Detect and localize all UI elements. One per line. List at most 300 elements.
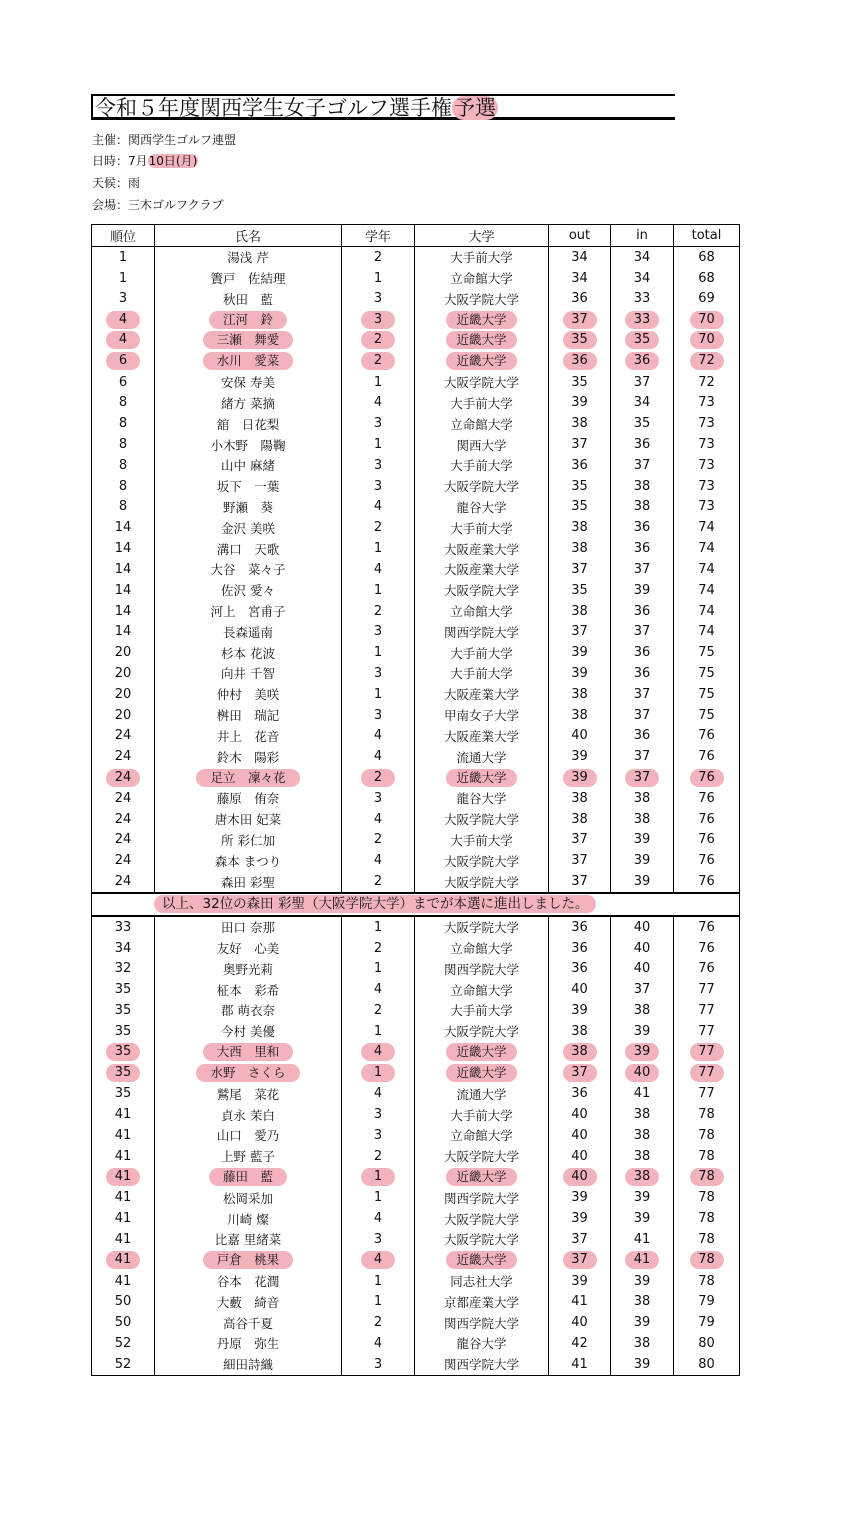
in-text: 33	[633, 291, 651, 307]
table-row	[92, 705, 740, 726]
out-cell	[549, 497, 611, 518]
name-text: 湯浅 芹	[227, 250, 269, 266]
name-text: 坂下 一葉	[216, 479, 280, 495]
total-text: 73	[698, 437, 715, 453]
rank-cell	[92, 372, 155, 393]
total-text: 78	[698, 1190, 715, 1206]
university-cell	[415, 1354, 549, 1375]
total-text: 74	[698, 561, 715, 577]
university-text: 大阪学院大学	[443, 1149, 519, 1165]
rank-text: 20	[114, 665, 132, 681]
grade-cell	[342, 559, 415, 580]
total-text: 76	[698, 749, 715, 765]
grade-text: 4	[373, 853, 383, 869]
out-text: 39	[571, 1211, 588, 1227]
name-cell	[155, 1291, 342, 1312]
rank-cell	[92, 268, 155, 289]
in-cell	[611, 705, 674, 726]
out-text: 36	[571, 1086, 588, 1102]
grade-cell	[342, 1104, 415, 1125]
total-text: 77	[698, 982, 715, 998]
name-cell	[155, 979, 342, 1000]
rank-cell	[92, 1354, 155, 1375]
table-row	[92, 517, 740, 538]
name-text: 小木野 陽鞠	[210, 437, 286, 453]
rank-text: 20	[114, 686, 132, 702]
university-text: 大阪学院大学	[443, 583, 519, 599]
name-cell	[155, 726, 342, 747]
name-cell	[155, 1021, 342, 1042]
university-text: 甲南女子大学	[443, 708, 519, 724]
grade-cell	[342, 288, 415, 309]
grade-cell	[342, 916, 415, 938]
table-row	[92, 1208, 740, 1229]
university-text: 流通大学	[456, 749, 507, 765]
total-cell	[674, 1333, 740, 1354]
university-cell	[415, 958, 549, 979]
university-text: 京都産業大学	[443, 1294, 519, 1310]
name-text: 仲村 美咲	[216, 687, 280, 703]
out-cell	[549, 746, 611, 767]
total-cell	[674, 621, 740, 642]
university-cell	[415, 455, 549, 476]
in-cell	[611, 1187, 674, 1208]
total-text: 76	[698, 940, 715, 956]
rank-cell	[92, 1229, 155, 1250]
out-cell	[549, 1229, 611, 1250]
in-cell	[611, 1146, 674, 1167]
grade-cell	[342, 621, 415, 642]
grade-cell	[342, 684, 415, 705]
total-cell	[674, 938, 740, 959]
grade-cell	[342, 1229, 415, 1250]
grade-cell	[342, 1333, 415, 1354]
in-cell	[611, 1021, 674, 1042]
in-cell	[611, 413, 674, 434]
name-text: 秋田 藍	[222, 291, 273, 307]
total-cell	[674, 1187, 740, 1208]
rank-cell	[92, 705, 155, 726]
table-row	[92, 979, 740, 1000]
total-cell	[674, 850, 740, 871]
out-text: 38	[571, 790, 588, 806]
total-text: 75	[698, 686, 715, 702]
rank-text: 24	[114, 728, 132, 744]
table-row	[92, 246, 740, 267]
name-cell	[155, 1104, 342, 1125]
grade-cell	[342, 268, 415, 289]
rank-text: 33	[114, 919, 132, 935]
rank-cell	[92, 1021, 155, 1042]
table-row	[92, 1312, 740, 1333]
rank-cell	[92, 788, 155, 809]
out-text: 39	[563, 769, 597, 787]
name-cell	[155, 330, 342, 351]
grade-cell	[342, 809, 415, 830]
rank-text: 41	[106, 1251, 140, 1269]
in-cell	[611, 916, 674, 938]
grade-text: 2	[373, 832, 383, 848]
rank-text: 35	[114, 1023, 132, 1039]
university-cell	[415, 497, 549, 518]
in-text: 37	[633, 707, 651, 723]
rank-cell	[92, 830, 155, 851]
table-row	[92, 830, 740, 851]
rank-text: 32	[114, 961, 132, 977]
in-cell	[611, 663, 674, 684]
university-text: 大手前大学	[450, 458, 513, 474]
results-body	[92, 246, 740, 1375]
out-cell	[549, 351, 611, 372]
university-cell	[415, 476, 549, 497]
name-text: 金沢 美咲	[221, 520, 275, 536]
table-row	[92, 455, 740, 476]
name-text: 川崎 燦	[227, 1211, 269, 1227]
total-text: 73	[698, 499, 715, 515]
out-cell	[549, 788, 611, 809]
in-cell	[611, 1063, 674, 1084]
in-text: 36	[633, 541, 651, 557]
table-row	[92, 1000, 740, 1021]
rank-text: 50	[114, 1294, 132, 1310]
total-cell	[674, 1354, 740, 1375]
total-text: 76	[698, 811, 715, 827]
rank-text: 41	[114, 1273, 132, 1289]
out-text: 37	[563, 311, 597, 329]
grade-text: 4	[373, 1086, 383, 1102]
out-text: 39	[571, 665, 588, 681]
university-cell	[415, 726, 549, 747]
in-text: 36	[625, 352, 659, 370]
grade-cell	[342, 788, 415, 809]
name-cell	[155, 850, 342, 871]
university-text: 大阪学院大学	[443, 1024, 519, 1040]
rank-text: 20	[114, 645, 132, 661]
in-text: 34	[633, 270, 651, 286]
out-text: 37	[571, 561, 588, 577]
grade-cell	[342, 601, 415, 622]
out-cell	[549, 288, 611, 309]
name-cell	[155, 1125, 342, 1146]
total-text: 78	[690, 1251, 724, 1269]
rank-text: 41	[114, 1127, 132, 1143]
total-cell	[674, 559, 740, 580]
name-text: 丹原 弥生	[216, 1336, 280, 1352]
in-cell	[611, 372, 674, 393]
grade-text: 1	[373, 1294, 383, 1310]
total-text: 74	[698, 541, 715, 557]
out-text: 38	[571, 603, 588, 619]
out-cell	[549, 1187, 611, 1208]
university-text: 関西学院大学	[443, 1190, 519, 1206]
university-text: 立命館大学	[450, 1128, 513, 1144]
out-cell	[549, 330, 611, 351]
table-row	[92, 1333, 740, 1354]
in-cell	[611, 958, 674, 979]
rank-text: 35	[114, 1086, 132, 1102]
out-cell	[549, 1291, 611, 1312]
grade-text: 4	[373, 1335, 383, 1351]
in-cell	[611, 455, 674, 476]
total-cell	[674, 916, 740, 938]
rank-text: 41	[114, 1107, 132, 1123]
name-text: 友好 心美	[216, 941, 280, 957]
rank-cell	[92, 309, 155, 330]
results-table	[91, 224, 740, 1376]
table-row	[92, 642, 740, 663]
grade-cell	[342, 1167, 415, 1188]
in-text: 36	[633, 520, 651, 536]
rank-cell	[92, 809, 155, 830]
rank-text: 20	[114, 707, 132, 723]
total-text: 73	[698, 416, 715, 432]
total-text: 76	[698, 874, 715, 890]
in-cell	[611, 1083, 674, 1104]
rank-cell	[92, 1104, 155, 1125]
grade-text: 4	[373, 982, 383, 998]
university-text: 大阪産業大学	[443, 541, 519, 557]
table-row	[92, 1271, 740, 1292]
university-cell	[415, 1229, 549, 1250]
total-text: 68	[698, 249, 715, 265]
total-cell	[674, 663, 740, 684]
university-text: 大阪学院大学	[443, 375, 519, 391]
table-row	[92, 372, 740, 393]
rank-cell	[92, 601, 155, 622]
total-text: 73	[698, 457, 715, 473]
in-text: 38	[633, 1294, 651, 1310]
out-cell	[549, 559, 611, 580]
table-row	[92, 268, 740, 289]
grade-cell	[342, 871, 415, 893]
university-text: 大阪学院大学	[443, 479, 519, 495]
rank-text: 41	[114, 1211, 132, 1227]
rank-text: 3	[118, 291, 128, 307]
out-text: 38	[571, 686, 588, 702]
university-cell	[415, 809, 549, 830]
grade-text: 3	[373, 416, 383, 432]
total-text: 78	[698, 1273, 715, 1289]
grade-cell	[342, 958, 415, 979]
total-cell	[674, 1312, 740, 1333]
out-cell	[549, 580, 611, 601]
total-text: 78	[698, 1127, 715, 1143]
rank-cell	[92, 1333, 155, 1354]
rank-text: 14	[114, 520, 132, 536]
university-cell	[415, 1208, 549, 1229]
name-cell	[155, 1312, 342, 1333]
grade-text: 2	[373, 1002, 383, 1018]
grade-text: 1	[361, 1168, 395, 1186]
grade-cell	[342, 372, 415, 393]
total-text: 70	[690, 311, 724, 329]
out-text: 35	[571, 582, 588, 598]
name-text: 足立 凜々花	[196, 769, 299, 787]
in-text: 39	[633, 1023, 651, 1039]
total-text: 77	[690, 1043, 724, 1061]
in-cell	[611, 809, 674, 830]
name-text: 今村 美優	[221, 1024, 275, 1040]
out-cell	[549, 1333, 611, 1354]
out-text: 38	[571, 811, 588, 827]
total-text: 70	[690, 331, 724, 349]
out-text: 38	[571, 520, 588, 536]
university-cell	[415, 1250, 549, 1271]
name-text: 高谷千夏	[222, 1315, 273, 1331]
grade-text: 4	[373, 395, 383, 411]
table-row	[92, 393, 740, 414]
rank-cell	[92, 979, 155, 1000]
out-text: 36	[571, 961, 588, 977]
in-text: 38	[633, 1335, 651, 1351]
rank-text: 52	[114, 1335, 132, 1351]
name-text: 藤原 侑奈	[216, 791, 280, 807]
total-text: 75	[698, 665, 715, 681]
university-text: 大手前大学	[450, 832, 513, 848]
out-text: 37	[571, 874, 588, 890]
grade-text: 3	[373, 1127, 383, 1143]
grade-text: 1	[373, 437, 383, 453]
total-cell	[674, 455, 740, 476]
grade-text: 1	[373, 919, 383, 935]
in-text: 37	[633, 982, 651, 998]
out-cell	[549, 309, 611, 330]
university-cell	[415, 580, 549, 601]
title-main: 令和５年度関西学生女子ゴルフ選手権	[95, 96, 452, 120]
university-cell	[415, 413, 549, 434]
rank-text: 1	[118, 270, 128, 286]
out-cell	[549, 621, 611, 642]
in-text: 38	[633, 811, 651, 827]
total-cell	[674, 1167, 740, 1188]
table-row	[92, 580, 740, 601]
in-cell	[611, 1208, 674, 1229]
total-cell	[674, 705, 740, 726]
total-text: 80	[698, 1335, 715, 1351]
in-text: 37	[633, 624, 651, 640]
in-cell	[611, 938, 674, 959]
in-text: 39	[633, 874, 651, 890]
rank-text: 14	[114, 561, 132, 577]
in-text: 36	[633, 603, 651, 619]
rank-cell	[92, 684, 155, 705]
name-text: 向井 千智	[221, 666, 275, 682]
name-text: 井上 花音	[216, 728, 280, 744]
rank-cell	[92, 726, 155, 747]
name-text: 緒方 菜摘	[221, 395, 275, 411]
grade-text: 3	[373, 1107, 383, 1123]
in-text: 41	[633, 1231, 651, 1247]
table-row	[92, 767, 740, 788]
rank-cell	[92, 663, 155, 684]
grade-text: 3	[373, 478, 383, 494]
in-text: 38	[633, 1148, 651, 1164]
table-row	[92, 850, 740, 871]
out-text: 40	[563, 1168, 597, 1186]
university-text: 近畿大学	[446, 1064, 516, 1082]
total-text: 76	[690, 769, 724, 787]
in-text: 38	[633, 1127, 651, 1143]
rank-text: 50	[114, 1315, 132, 1331]
total-cell	[674, 979, 740, 1000]
rank-cell	[92, 288, 155, 309]
grade-cell	[342, 393, 415, 414]
name-cell	[155, 559, 342, 580]
university-text: 大阪学院大学	[443, 291, 519, 307]
out-cell	[549, 705, 611, 726]
out-cell	[549, 1104, 611, 1125]
in-text: 39	[633, 582, 651, 598]
table-row	[92, 1125, 740, 1146]
out-cell	[549, 1208, 611, 1229]
grade-text: 3	[373, 665, 383, 681]
out-cell	[549, 476, 611, 497]
in-text: 37	[633, 686, 651, 702]
rank-text: 34	[114, 940, 132, 956]
grade-cell	[342, 1312, 415, 1333]
rank-cell	[92, 621, 155, 642]
name-cell	[155, 1167, 342, 1188]
grade-cell	[342, 351, 415, 372]
total-text: 78	[698, 1211, 715, 1227]
total-text: 78	[690, 1168, 724, 1186]
rank-cell	[92, 580, 155, 601]
total-text: 78	[698, 1231, 715, 1247]
out-cell	[549, 979, 611, 1000]
name-cell	[155, 830, 342, 851]
in-cell	[611, 538, 674, 559]
table-row	[92, 1250, 740, 1271]
university-cell	[415, 830, 549, 851]
rank-text: 24	[114, 749, 132, 765]
university-cell	[415, 938, 549, 959]
name-cell	[155, 476, 342, 497]
in-cell	[611, 476, 674, 497]
out-cell	[549, 916, 611, 938]
table-row	[92, 621, 740, 642]
table-row	[92, 1354, 740, 1375]
table-row	[92, 1063, 740, 1084]
university-cell	[415, 1083, 549, 1104]
total-text: 74	[698, 582, 715, 598]
name-text: 唐木田 妃菜	[214, 812, 282, 828]
total-text: 72	[698, 374, 715, 390]
rank-cell	[92, 1312, 155, 1333]
table-row	[92, 1021, 740, 1042]
out-cell	[549, 1146, 611, 1167]
total-text: 74	[698, 624, 715, 640]
out-text: 36	[571, 457, 588, 473]
out-cell	[549, 871, 611, 893]
university-cell	[415, 351, 549, 372]
rank-text: 6	[118, 374, 128, 390]
in-cell	[611, 642, 674, 663]
in-text: 35	[633, 416, 651, 432]
in-text: 38	[633, 1002, 651, 1018]
grade-cell	[342, 1000, 415, 1021]
rank-text: 41	[106, 1168, 140, 1186]
total-cell	[674, 351, 740, 372]
grade-text: 1	[373, 686, 383, 702]
grade-cell	[342, 1146, 415, 1167]
table-row	[92, 330, 740, 351]
in-text: 36	[633, 645, 651, 661]
grade-text: 1	[373, 270, 383, 286]
university-text: 関西学院大学	[443, 624, 519, 640]
in-text: 36	[633, 437, 651, 453]
out-text: 39	[571, 395, 588, 411]
university-cell	[415, 788, 549, 809]
